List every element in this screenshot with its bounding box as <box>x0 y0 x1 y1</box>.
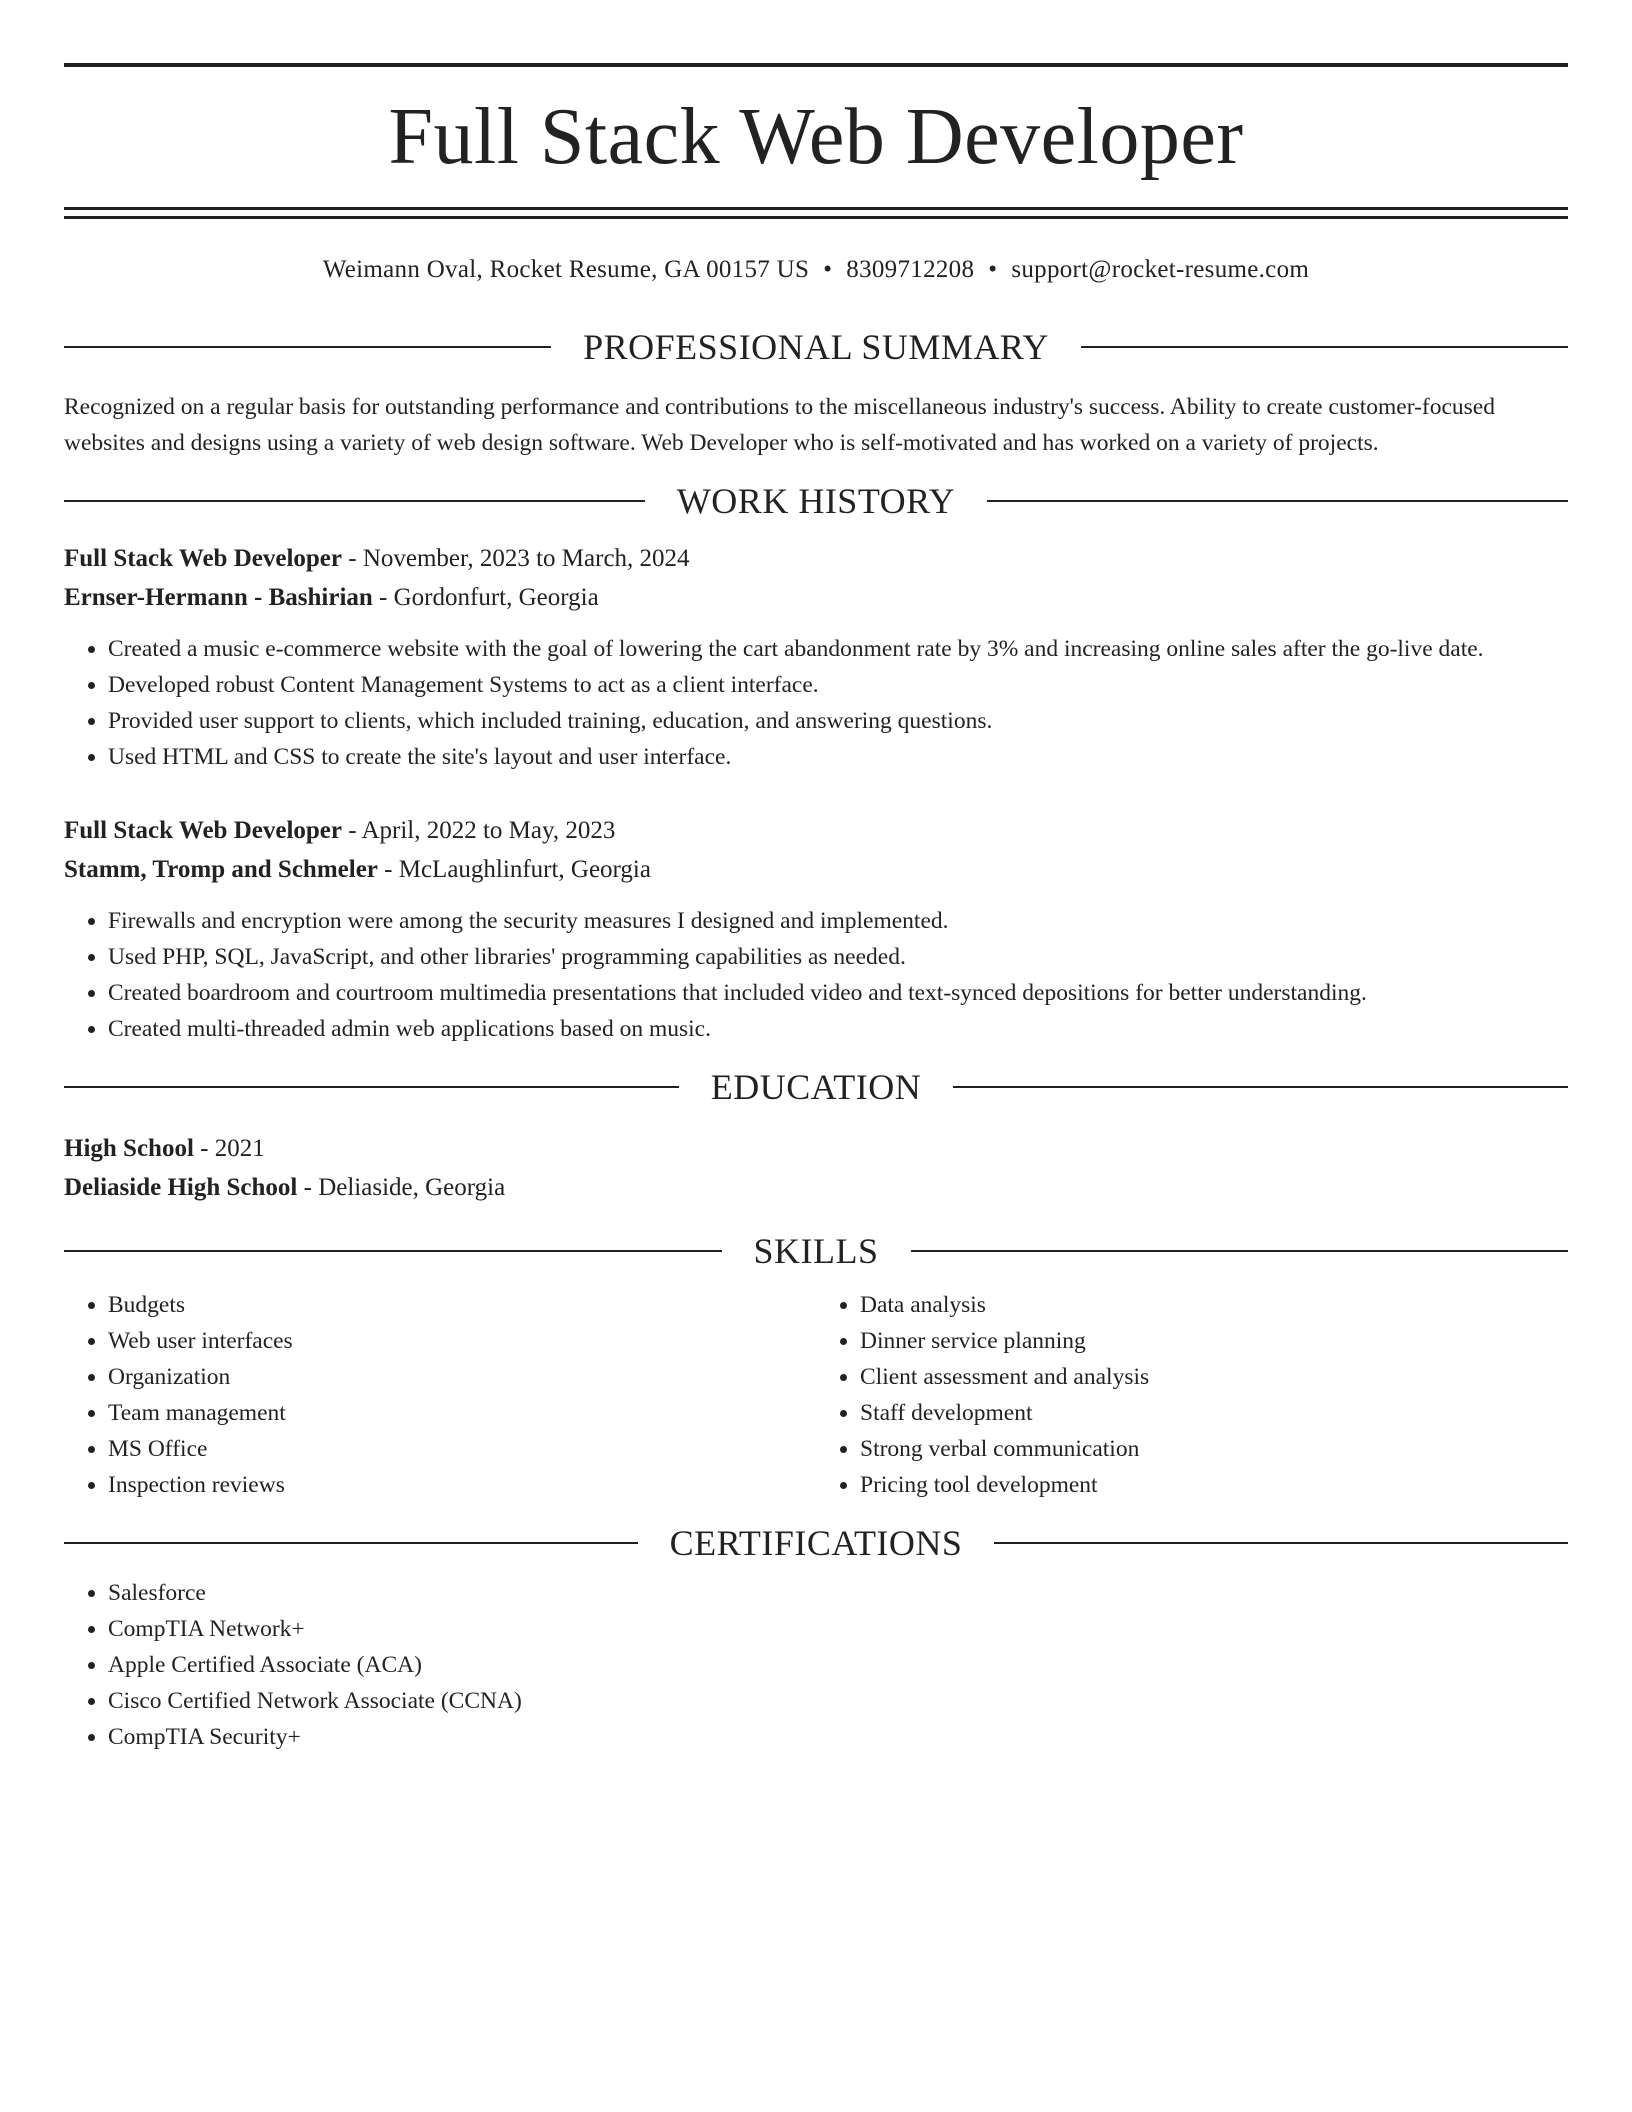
certifications-list <box>64 1575 1568 1755</box>
list-item: • MS Office <box>108 1431 816 1467</box>
section-heading-work <box>64 483 1568 519</box>
list-item: • Pricing tool development <box>860 1467 1568 1503</box>
heading-rule-left <box>64 500 645 502</box>
heading-rule-right <box>953 1086 1568 1088</box>
section-title: SKILLS <box>753 1231 879 1271</box>
skills-column-left <box>64 1287 816 1503</box>
list-item: • Created multi-threaded admin web applications based on music. <box>108 1011 1568 1047</box>
title-double-rule <box>64 207 1568 219</box>
job-company: Stamm, Tromp and Schmeler <box>64 856 378 883</box>
job-entry <box>64 539 1568 775</box>
job-company-line <box>64 850 1568 889</box>
education-year: - 2021 <box>193 1135 265 1162</box>
education-degree-line <box>64 1129 1568 1168</box>
job-company-line <box>64 578 1568 617</box>
job-title: Full Stack Web Developer <box>64 545 343 572</box>
list-item: • Apple Certified Associate (ACA) <box>108 1647 1568 1683</box>
list-item: • Used HTML and CSS to create the site's layout and user interface. <box>108 739 1568 775</box>
list-item: • CompTIA Network+ <box>108 1611 1568 1647</box>
section-title: PROFESSIONAL SUMMARY <box>583 327 1049 367</box>
skills-column-right <box>816 1287 1568 1503</box>
contact-phone: 8309712208 <box>846 256 975 283</box>
list-item: • Used PHP, SQL, JavaScript, and other libraries' programming capabilities as needed. <box>108 939 1568 975</box>
list-item: • Inspection reviews <box>108 1467 816 1503</box>
list-item: • Cisco Certified Network Associate (CCNA) <box>108 1683 1568 1719</box>
job-title-line <box>64 811 1568 850</box>
job-title: Full Stack Web Developer <box>64 817 343 844</box>
heading-rule-left <box>64 1250 722 1252</box>
list-item: • Team management <box>108 1395 816 1431</box>
job-dates: - November, 2023 to March, 2024 <box>342 545 690 572</box>
education-school-line <box>64 1168 1568 1207</box>
job-location: - McLaughlinfurt, Georgia <box>377 856 651 883</box>
section-heading-summary <box>64 329 1568 365</box>
contact-line <box>64 255 1568 285</box>
summary-text: Recognized on a regular basis for outstanding performance and contributions to the miscellaneous industry's success. Ability to create customer-focused websites and designs using a variety of web design software. Web Developer who is self-motivated and has worked on a variety of projects. <box>64 394 1495 456</box>
heading-rule-right <box>994 1542 1568 1544</box>
list-item: • Strong verbal communication <box>860 1431 1568 1467</box>
education-entry <box>64 1129 1568 1207</box>
education-school: Deliaside High School <box>64 1174 298 1201</box>
list-item: • Client assessment and analysis <box>860 1359 1568 1395</box>
job-title-line <box>64 539 1568 578</box>
job-bullets <box>64 631 1568 775</box>
heading-rule-right <box>1081 346 1568 348</box>
section-title: CERTIFICATIONS <box>669 1523 963 1563</box>
job-entry <box>64 811 1568 1047</box>
heading-rule-left <box>64 1086 679 1088</box>
contact-email: support@rocket-resume.com <box>1011 256 1310 283</box>
section-title: EDUCATION <box>710 1067 922 1107</box>
section-title: WORK HISTORY <box>676 481 956 521</box>
heading-rule-left <box>64 1542 638 1544</box>
resume-title: Full Stack Web Developer <box>388 93 1244 181</box>
heading-rule-left <box>64 346 551 348</box>
list-item: • Developed robust Content Management Systems to act as a client interface. <box>108 667 1568 703</box>
education-degree: High School <box>64 1135 194 1162</box>
list-item: • Created a music e-commerce website with the goal of lowering the cart abandonment rate by 3% and increasing online sales after the go-live date. <box>108 631 1568 667</box>
list-item: • Salesforce <box>108 1575 1568 1611</box>
list-item: • Data analysis <box>860 1287 1568 1323</box>
list-item: • Created boardroom and courtroom multimedia presentations that included video and text-synced depositions for better understanding. <box>108 975 1568 1011</box>
job-bullets <box>64 903 1568 1047</box>
section-heading-education <box>64 1069 1568 1105</box>
heading-rule-right <box>911 1250 1569 1252</box>
list-item: • Staff development <box>860 1395 1568 1431</box>
list-item: • Budgets <box>108 1287 816 1323</box>
education-location: - Deliaside, Georgia <box>297 1174 506 1201</box>
section-heading-skills <box>64 1233 1568 1269</box>
job-location: - Gordonfurt, Georgia <box>372 584 599 611</box>
job-company: Ernser-Hermann - Bashirian <box>64 584 373 611</box>
list-item: • CompTIA Security+ <box>108 1719 1568 1755</box>
list-item: • Web user interfaces <box>108 1323 816 1359</box>
list-item: • Firewalls and encryption were among the security measures I designed and implemented. <box>108 903 1568 939</box>
heading-rule-right <box>987 500 1568 502</box>
contact-address: Weimann Oval, Rocket Resume, GA 00157 US <box>322 256 810 283</box>
list-item: • Provided user support to clients, which included training, education, and answering questions. <box>108 703 1568 739</box>
section-heading-certifications <box>64 1525 1568 1561</box>
top-rule <box>64 63 1568 67</box>
job-dates: - April, 2022 to May, 2023 <box>342 817 616 844</box>
skills-grid <box>64 1287 1568 1503</box>
list-item: • Organization <box>108 1359 816 1395</box>
contact-separator: • <box>823 256 833 283</box>
list-item: • Dinner service planning <box>860 1323 1568 1359</box>
contact-separator: • <box>988 256 998 283</box>
